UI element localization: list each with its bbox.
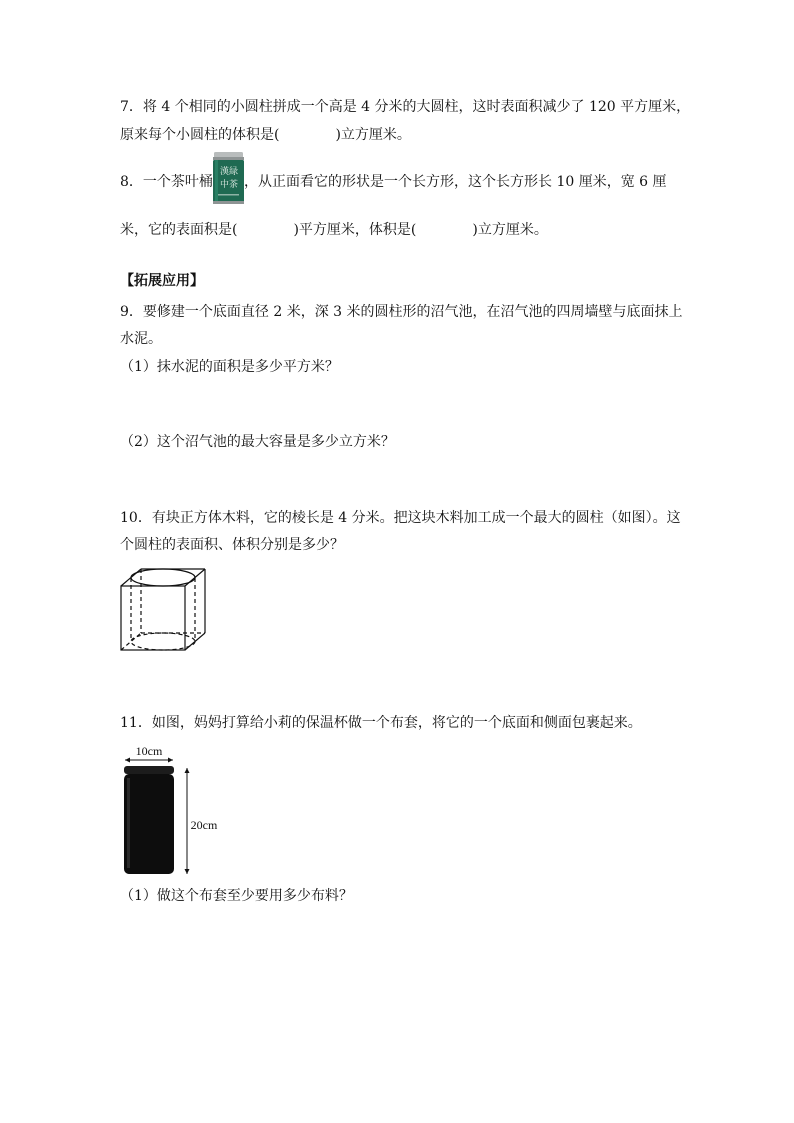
cup-body — [124, 774, 174, 874]
q8-line1-after: ，从正面看它的形状是一个长方形，这个长方形长 10 厘米，宽 6 厘 — [244, 174, 667, 190]
q9-sub2: （2）这个沼气池的最大容量是多少立方米？ — [120, 434, 395, 450]
q8-line2: 米，它的表面积是( )平方厘米，体积是( )立方厘米。 — [120, 222, 548, 238]
q10-line1: 10．有块正方体木料，它的棱长是 4 分米。把这块木料加工成一个最大的圆柱（如图）。这 — [120, 510, 681, 526]
tea-can-image — [212, 152, 245, 205]
thermos-cup-figure — [116, 744, 236, 879]
section-title: 【拓展应用】 — [120, 273, 204, 289]
q8-line1-before: 8．一个茶叶桶 — [120, 174, 213, 190]
q9-sub1: （1）抹水泥的面积是多少平方米？ — [120, 359, 339, 375]
tea-can-label-bottom: 中茶 — [219, 180, 239, 190]
q11-sub1: （1）做这个布套至少要用多少布料？ — [120, 888, 353, 904]
cup-lid — [124, 766, 174, 774]
cup-height-label: 20cm — [190, 818, 218, 832]
tea-can-label-top: 漢緑 — [219, 167, 239, 177]
q11-line1: 11．如图，妈妈打算给小莉的保温杯做一个布套，将它的一个底面和侧面包裹起来。 — [120, 715, 642, 731]
q7-line1: 7．将 4 个相同的小圆柱拼成一个高是 4 分米的大圆柱，这时表面积减少了 120 平方厘米， — [120, 99, 691, 115]
q9-line1: 9．要修建一个底面直径 2 米，深 3 米的圆柱形的沼气池，在沼气池的四周墙壁与底面抹上 — [120, 304, 683, 320]
q7-line2: 原来每个小圆柱的体积是( )立方厘米。 — [120, 127, 411, 143]
cube-cylinder-figure — [118, 566, 210, 656]
cup-width-label: 10cm — [135, 744, 163, 758]
q9-line2: 水泥。 — [120, 331, 162, 347]
q10-line2: 个圆柱的表面积、体积分别是多少？ — [120, 537, 344, 553]
